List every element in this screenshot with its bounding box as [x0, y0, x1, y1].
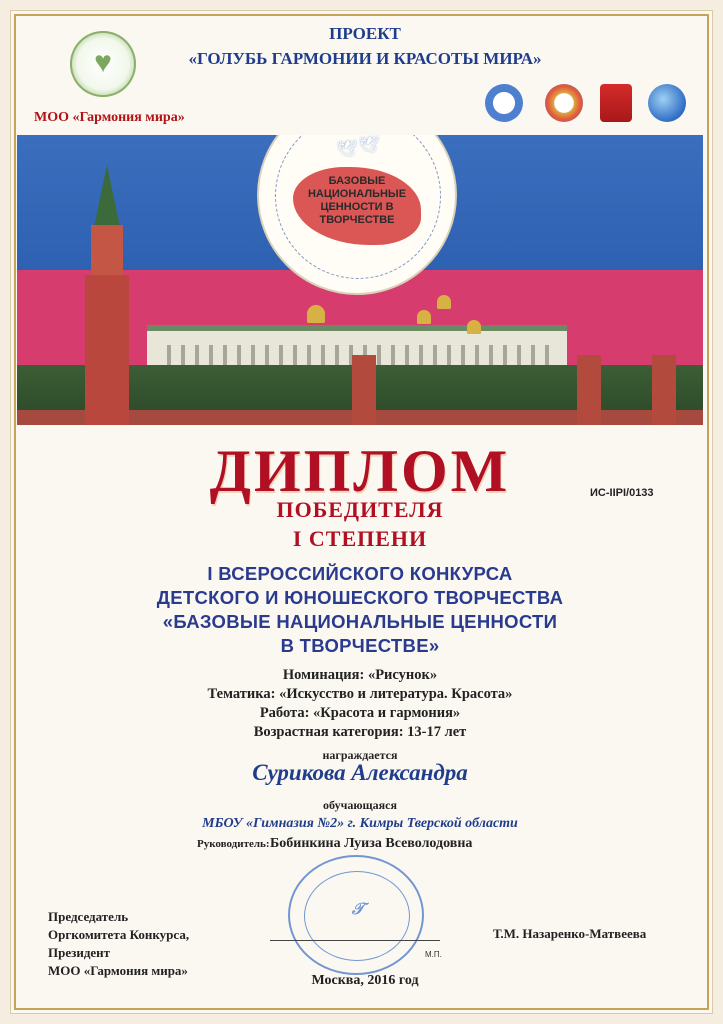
project-title: «ГОЛУБЬ ГАРМОНИИ И КРАСОТЫ МИРА» [188, 49, 542, 68]
chair-line: МОО «Гармония мира» [48, 963, 188, 978]
work-title: Работа: «Красота и гармония» [259, 705, 461, 721]
chair-line: Оргкомитета Конкурса, [48, 927, 190, 942]
harmony-heart-logo [70, 31, 136, 97]
diploma-title: ДИПЛОМ [209, 438, 511, 504]
project-label: ПРОЕКТ [329, 24, 401, 43]
diploma-subtitle-degree: I СТЕПЕНИ [292, 526, 428, 551]
wall-tower [652, 355, 676, 425]
contest-line-3: «БАЗОВЫЕ НАЦИОНАЛЬНЫЕ ЦЕННОСТИ [162, 611, 558, 632]
emblem-center-text: БАЗОВЫЕ НАЦИОНАЛЬНЫЕ ЦЕННОСТИ В ТВОРЧЕСТВЕ [307, 175, 407, 226]
partner-logo-m-icon [485, 84, 523, 122]
partner-logo-globe-icon [648, 84, 686, 122]
org-name: МОО «Гармония мира» [34, 110, 185, 125]
stamp-signature-icon: 𝒯 [351, 901, 365, 918]
chair-line: Президент [48, 945, 111, 960]
kremlin-banner [17, 135, 703, 425]
awarded-label: награждается [322, 748, 398, 762]
dove-icon: 🕊 [337, 141, 358, 158]
stamp-place-label: М.П. [425, 950, 442, 959]
palace-dome [307, 305, 325, 323]
vodovzvodnaya-tower [77, 165, 137, 425]
studying-label: обучающаяся [323, 798, 397, 812]
supervisor-name: Бобинкина Луиза Всеволодовна [270, 836, 473, 851]
supervisor-label: Руководитель: [197, 838, 270, 850]
recipient-name: Сурикова Александра [252, 760, 468, 785]
partner-logo-shield-icon [600, 84, 632, 122]
chair-title [48, 908, 189, 980]
cathedral-dome [437, 295, 451, 309]
cathedral-dome [417, 310, 431, 324]
partner-logo-emblem-icon [545, 84, 583, 122]
theme: Тематика: «Искусство и литература. Красота» [207, 686, 513, 702]
school-name: МБОУ «Гимназия №2» г. Кимры Тверской области [202, 816, 518, 831]
nomination: Номинация: «Рисунок» [282, 667, 438, 683]
official-stamp [288, 855, 424, 975]
diploma-subtitle-winner: ПОБЕДИТЕЛЯ [276, 497, 444, 522]
place-date: Москва, 2016 год [311, 973, 419, 988]
contest-line-1: I ВСЕРОССИЙСКОГО КОНКУРСА [207, 563, 513, 584]
age-category: Возрастная категория: 13-17 лет [253, 724, 467, 740]
diploma-code: ИС-IIPI/0133 [590, 487, 654, 499]
wall-tower [577, 355, 601, 425]
signer-name: Т.М. Назаренко-Матвеева [493, 926, 647, 941]
wall-tower [352, 355, 376, 425]
contest-line-2: ДЕТСКОГО И ЮНОШЕСКОГО ТВОРЧЕСТВА [156, 587, 564, 608]
heart-icon: ♥ [94, 46, 112, 79]
contest-line-4: В ТВОРЧЕСТВЕ» [280, 635, 440, 656]
chair-line: Председатель [48, 909, 129, 924]
dove-icon: 🕊 [359, 137, 380, 154]
cathedral-dome [467, 320, 481, 334]
signature-line [270, 940, 440, 941]
